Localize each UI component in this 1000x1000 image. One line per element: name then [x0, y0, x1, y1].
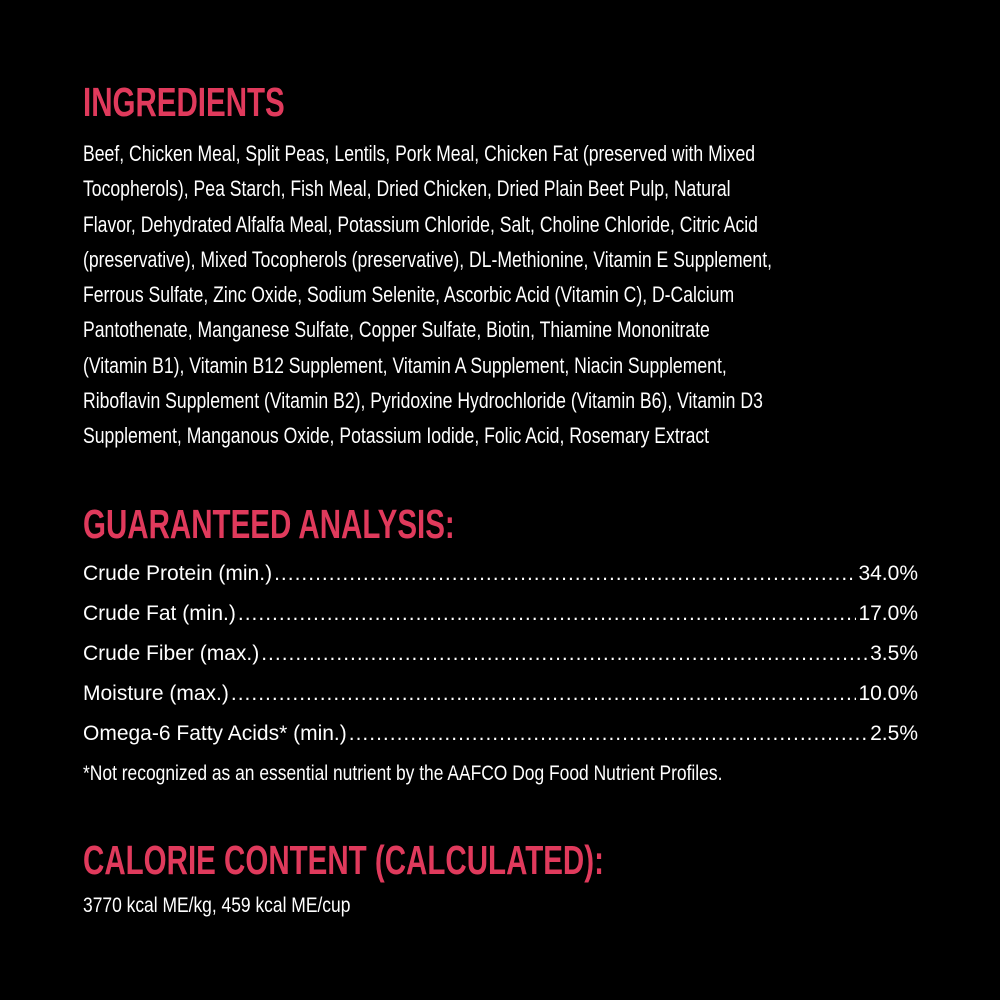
analysis-row-crude-protein — [83, 554, 918, 594]
ingredients-heading: INGREDIENTS — [83, 79, 285, 125]
analysis-row-crude-fat — [83, 594, 918, 634]
ingredients-line: Flavor, Dehydrated Alfalfa Meal, Potassium Chloride, Salt, Choline Chloride, Citric Acid — [83, 211, 758, 237]
ingredients-line: (preservative), Mixed Tocopherols (preservative), DL-Methionine, Vitamin E Supplement, — [83, 246, 772, 272]
calorie-content-value: 3770 kcal ME/kg, 459 kcal ME/cup — [83, 894, 351, 917]
ingredients-line: Tocopherols), Pea Starch, Fish Meal, Dried Chicken, Dried Plain Beet Pulp, Natural — [83, 176, 731, 202]
ingredients-line: Supplement, Manganous Oxide, Potassium Iodide, Folic Acid, Rosemary Extract — [83, 423, 710, 449]
ingredients-line: Beef, Chicken Meal, Split Peas, Lentils, Pork Meal, Chicken Fat (preserved with Mixed — [83, 141, 756, 166]
ingredients-line: Riboflavin Supplement (Vitamin B2), Pyridoxine Hydrochloride (Vitamin B6), Vitamin D3 — [83, 388, 763, 414]
dot-leader — [238, 594, 857, 634]
dot-leader — [261, 634, 868, 674]
analysis-row-moisture — [83, 674, 918, 714]
analysis-value: 34.0% — [858, 562, 918, 585]
ingredients-list — [83, 136, 915, 454]
analysis-label: Crude Fat (min.) — [83, 602, 236, 625]
analysis-label: Moisture (max.) — [83, 682, 229, 705]
analysis-value: 17.0% — [858, 602, 918, 625]
calorie-content-section — [83, 838, 807, 920]
analysis-label: Crude Protein (min.) — [83, 562, 273, 585]
analysis-value: 3.5% — [870, 642, 918, 665]
dot-leader — [231, 674, 857, 714]
analysis-value: 10.0% — [858, 682, 918, 705]
analysis-table — [83, 554, 918, 754]
ingredients-section — [83, 80, 1000, 454]
guaranteed-analysis-heading: GUARANTEED ANALYSIS: — [83, 501, 455, 547]
analysis-label: Omega-6 Fatty Acids* (min.) — [83, 722, 347, 745]
calorie-content-heading: CALORIE CONTENT (CALCULATED): — [83, 837, 604, 883]
dot-leader — [274, 554, 856, 594]
analysis-label: Crude Fiber (max.) — [83, 642, 260, 665]
analysis-row-crude-fiber — [83, 634, 918, 674]
guaranteed-analysis-section — [83, 502, 918, 794]
dot-leader — [349, 714, 868, 754]
ingredients-line: (Vitamin B1), Vitamin B12 Supplement, Vitamin A Supplement, Niacin Supplement, — [83, 352, 727, 378]
ingredients-line: Ferrous Sulfate, Zinc Oxide, Sodium Selenite, Ascorbic Acid (Vitamin C), D-Calcium — [83, 282, 735, 308]
ingredients-line: Pantothenate, Manganese Sulfate, Copper Sulfate, Biotin, Thiamine Mononitrate — [83, 317, 710, 343]
analysis-footnote: *Not recognized as an essential nutrient by the AAFCO Dog Food Nutrient Profiles. — [83, 762, 723, 785]
analysis-row-omega-6 — [83, 714, 918, 754]
analysis-value: 2.5% — [870, 722, 918, 745]
